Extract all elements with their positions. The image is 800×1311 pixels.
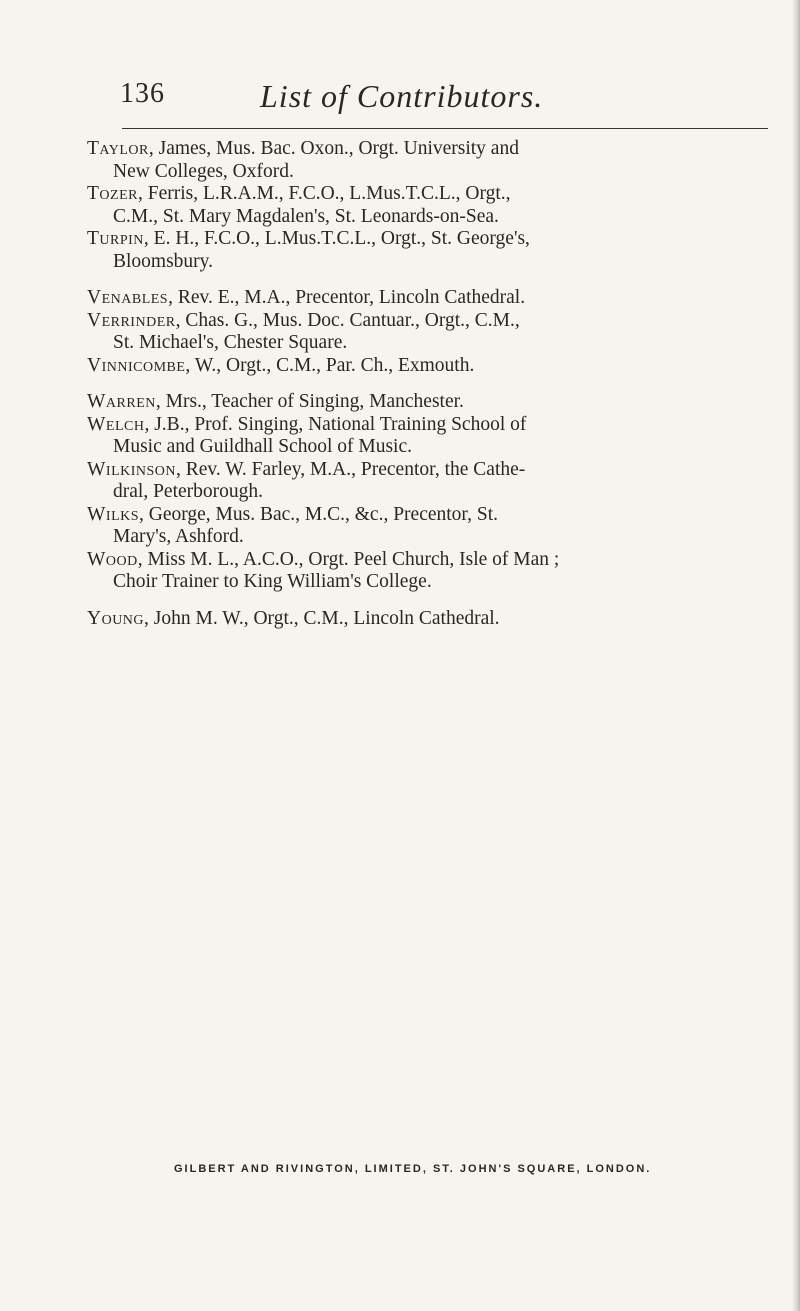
contributor-entry [87,608,767,631]
contributor-surname: Vinnicombe [87,354,186,376]
entry-continuation: Mary's, Ashford. [113,526,244,547]
contributor-surname: Tozer [87,183,138,204]
header-rule [122,128,768,129]
contributor-surname: Wood [87,548,138,570]
contributor-surname: Young [87,607,145,629]
printer-imprint: GILBERT AND RIVINGTON, LIMITED, ST. JOHN'S SQUARE, LONDON. [174,1163,652,1175]
page-edge-shadow [792,0,800,1311]
page-title: List of Contributors. [260,78,544,114]
entry-continuation: C.M., St. Mary Magdalen's, St. Leonards-on-Sea. [113,205,499,227]
entry-line [87,608,767,631]
contributor-entry [87,549,767,594]
letter-group-w [87,391,767,594]
contributor-surname: Turpin [87,228,144,249]
contributor-entry [87,391,767,414]
entry-line [87,414,767,437]
entry-text: , John M. W., Orgt., C.M., Lincoln Cathedral. [144,607,500,629]
contributor-list [87,138,767,644]
entry-line [87,504,767,527]
entry-line [87,459,767,482]
contributor-entry [87,504,767,549]
contributor-surname: Venables [87,287,169,308]
entry-line [87,138,767,161]
entry-text: , E. H., F.C.O., L.Mus.T.C.L., Orgt., St. George's, [143,228,530,249]
contributor-entry [87,414,767,459]
contributor-surname: Warren [87,391,156,412]
entry-continuation: dral, Peterborough. [113,481,264,502]
contributor-entry [87,183,767,228]
contributor-surname: Taylor [87,138,149,159]
contributor-surname: Wilkinson [87,458,177,480]
letter-group-y [87,608,767,631]
entry-line [87,183,767,206]
entry-continuation: Choir Trainer to King William's College. [113,571,432,592]
entry-text: , George, Mus. Bac., M.C., &c., Precentor, St. [139,503,499,525]
entry-continuation: Bloomsbury. [113,250,214,272]
entry-text: , Miss M. L., A.C.O., Orgt. Peel Church, Isle of Man ; [137,548,560,570]
entry-line [87,391,767,414]
entry-continuation: New Colleges, Oxford. [113,160,294,182]
entry-text: , Chas. G., Mus. Doc. Cantuar., Orgt., C.M., [175,309,520,331]
entry-text: , Ferris, L.R.A.M., F.C.O., L.Mus.T.C.L., Orgt., [137,183,511,204]
contributor-surname: Verrinder [87,309,176,331]
entry-line [87,310,767,333]
contributor-entry [87,138,767,183]
letter-group-v [87,287,767,377]
contributor-entry [87,355,767,378]
page-number: 136 [120,78,165,109]
contributor-entry [87,459,767,504]
entry-text: , W., Orgt., C.M., Par. Ch., Exmouth. [185,354,475,376]
contributor-entry [87,287,767,310]
entry-continuation: St. Michael's, Chester Square. [113,332,348,353]
entry-text: , Rev. E., M.A., Precentor, Lincoln Cathedral. [168,287,526,308]
running-head [120,78,740,118]
entry-line [87,287,767,310]
contributor-entry [87,228,767,273]
entry-text: , Mrs., Teacher of Singing, Manchester. [155,391,464,412]
entry-continuation: Music and Guildhall School of Music. [113,436,412,457]
entry-text: , Rev. W. Farley, M.A., Precentor, the Cathe- [176,458,526,480]
contributor-surname: Welch [87,413,145,435]
entry-line [87,228,767,251]
entry-line [87,355,767,378]
letter-group-t [87,138,767,273]
contributor-entry [87,310,767,355]
entry-text: , J.B., Prof. Singing, National Training School of [144,413,527,435]
contributor-surname: Wilks [87,503,140,525]
entry-line [87,549,767,572]
entry-text: , James, Mus. Bac. Oxon., Orgt. University and [148,138,519,159]
